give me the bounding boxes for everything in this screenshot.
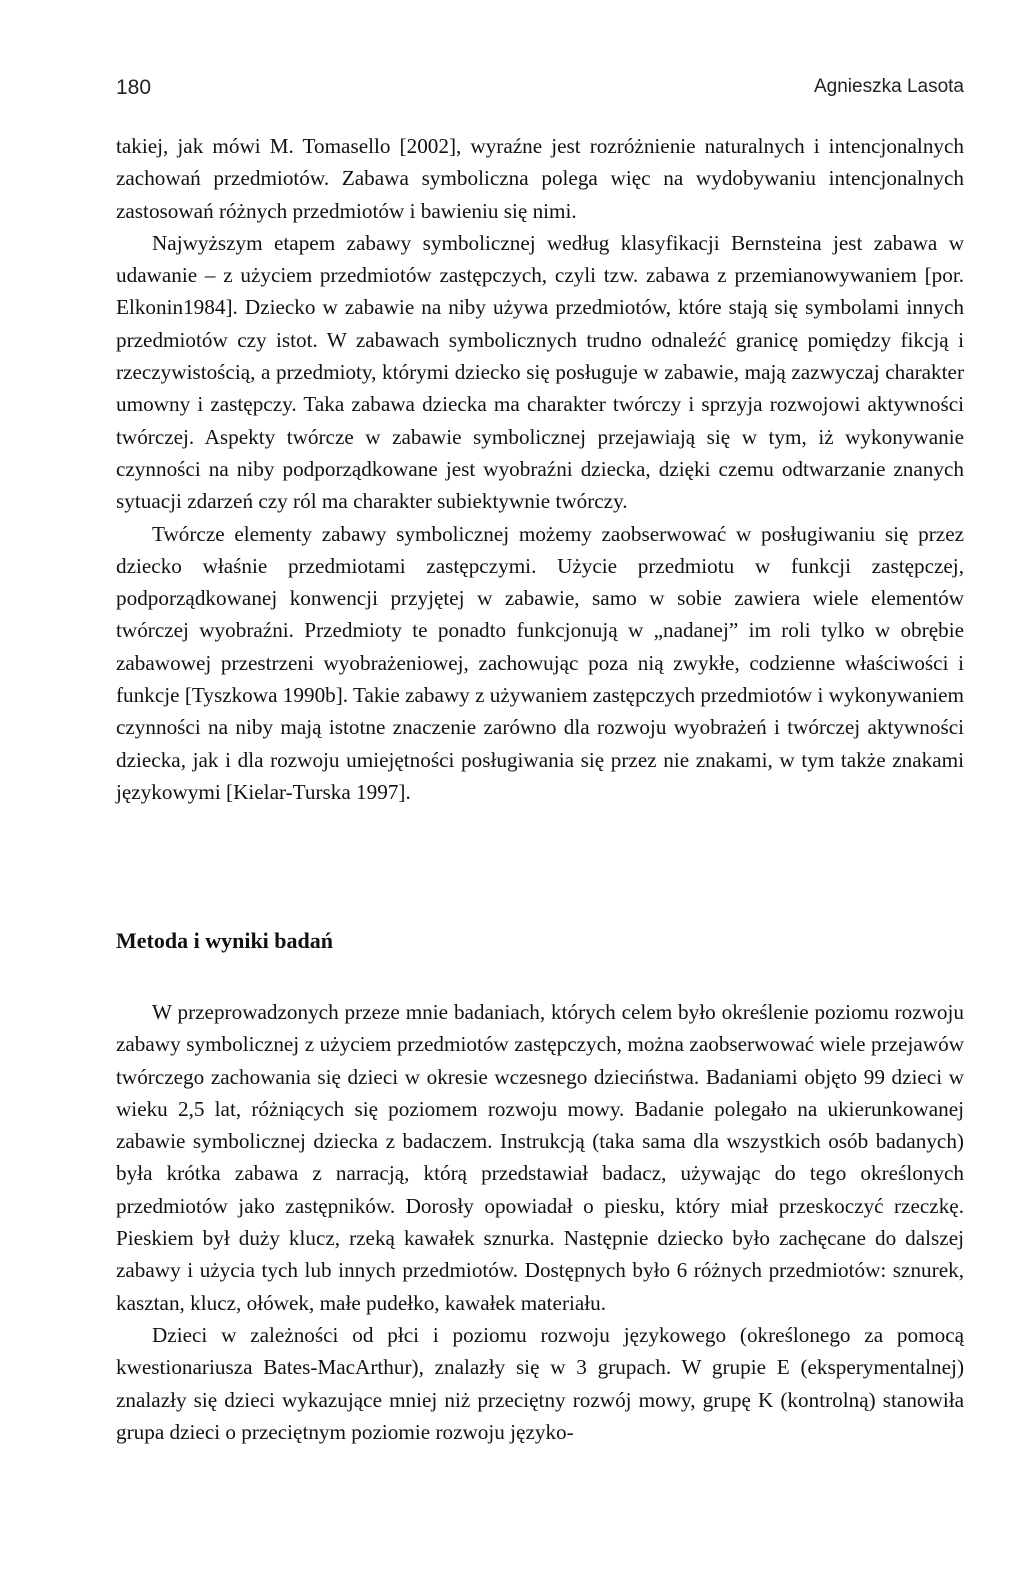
section-heading: Metoda i wyniki badań (116, 928, 333, 953)
paragraph: Twórcze elementy zabawy symbolicznej możemy zaobserwować w posługiwaniu się przez dziecko właśnie przedmiotami zastępczymi. Użycie przedmiotu w funkcji zastępczej, podporządkowanej konwencji przyjętej w zabawie, samo w sobie zawiera wiele elementów twórczej wyobraźni. Przedmioty te ponadto funkcjonują w „nadanej” im roli tylko w obrębie zabawowej przestrzeni wyobrażeniowej, zachowując poza nią zwykłe, codzienne właściwości i funkcje [Tyszkowa 1990b]. Takie zabawy z używaniem zastępczych przedmiotów i wykonywaniem czynności na niby mają istotne znaczenie zarówno dla rozwoju wyobrażeń i twórczej aktywności dziecka, jak i dla rozwoju umiejętności posługiwania się przez nie znakami, w tym także znakami językowymi [Kielar-Turska 1997]. (116, 521, 964, 804)
page-header (116, 76, 964, 104)
running-head-author: Agnieszka Lasota (814, 76, 964, 97)
paragraph-continuation: takiej, jak mówi M. Tomasello [2002], wyraźne jest rozróżnienie naturalnych i intencjonalnych zachowań przedmiotów. Zabawa symboliczna polega więc na wydobywaniu intencjonalnych zastosowań różnych przedmiotów i bawieniu się nimi. (116, 134, 964, 223)
paragraph: Najwyższym etapem zabawy symbolicznej według klasyfikacji Bernsteina jest zabawa w udawanie – z użyciem przedmiotów zastępczych, czyli tzw. zabawa z przemianowywaniem [por. Elkonin1984]. Dziecko w zabawie na niby używa przedmiotów, które stają się symbolami innych przedmiotów czy istot. W zabawach symbolicznych trudno odnaleźć granicę pomiędzy fikcją i rzeczywistością, a przedmioty, którymi dziecko się posługuje w zabawie, mają zazwyczaj charakter umowny i zastępczy. Taka zabawa dziecka ma charakter twórczy i sprzyja rozwojowi aktywności twórczej. Aspekty twórcze w zabawie symbolicznej przejawiają się w tym, iż wykonywanie czynności na niby podporządkowane jest wyobraźni dziecka, dzięki czemu odtwarzanie znanych sytuacji zdarzeń czy ról ma charakter subiektywnie twórczy. (116, 230, 964, 514)
body-text (116, 130, 964, 808)
section-body-text (116, 996, 964, 1448)
page-number: 180 (116, 76, 152, 99)
paragraph: Dzieci w zależności od płci i poziomu rozwoju językowego (określonego za pomocą kwestionariusza Bates-MacArthur), znalazły się w 3 grupach. W grupie E (eksperymentalnej) znalazły się dzieci wykazujące mniej niż przeciętny rozwój mowy, grupę K (kontrolną) stanowiła grupa dzieci o przeciętnym poziomie rozwoju języko- (116, 1322, 964, 1444)
paragraph: W przeprowadzonych przeze mnie badaniach, których celem było określenie poziomu rozwoju zabawy symbolicznej z użyciem przedmiotów zastępczych, można zaobserwować wiele przejawów twórczego zachowania się dzieci w okresie wczesnego dzieciństwa. Badaniami objęto 99 dzieci w wieku 2,5 lat, różniących się poziomem rozwoju mowy. Badanie polegało na ukierunkowanej zabawie symbolicznej dziecka z badaczem. Instrukcją (taka sama dla wszystkich osób badanych) była krótka zabawa z narracją, którą przedstawiał badacz, używając do tego określonych przedmiotów jako zastępników. Dorosły opowiadał o piesku, który miał przeskoczyć rzeczkę. Pieskiem był duży klucz, rzeką kawałek sznurka. Następnie dziecko było zachęcane do dalszej zabawy i użycia tych lub innych przedmiotów. Dostępnych było 6 różnych przedmiotów: sznurek, kasztan, klucz, ołówek, małe pudełko, kawałek materiału. (116, 1000, 964, 1315)
